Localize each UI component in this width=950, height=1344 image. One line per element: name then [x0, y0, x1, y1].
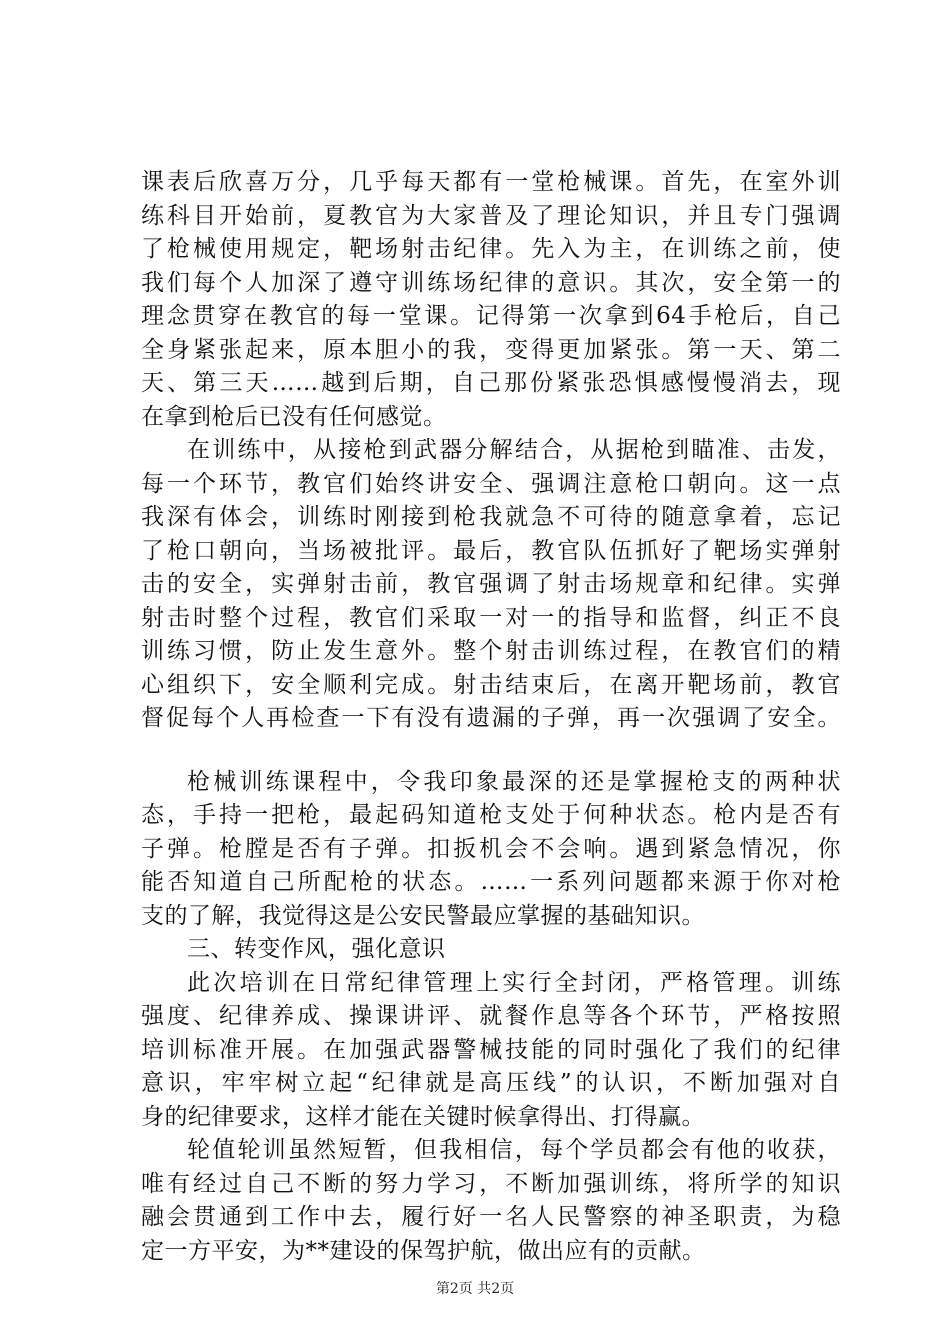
- text-line: 练科目开始前，夏教官为大家普及了理论知识，并且专门强调: [141, 202, 841, 229]
- text-line: 在训练中，从接枪到武器分解结合，从据枪到瞄准、击发，: [187, 437, 841, 463]
- paragraph: [141, 967, 841, 1135]
- text-line: 强度、纪律养成、操课讲评、就餐作息等各个环节，严格按照: [141, 1003, 841, 1029]
- text-line: 训练习惯，防止发生意外。整个射击训练过程，在教官们的精: [141, 638, 841, 664]
- paragraph-gap: [141, 736, 841, 766]
- text-line: 唯有经过自己不断的努力学习，不断加强训练，将所学的知识: [141, 1170, 841, 1197]
- text-line: 培训标准开展。在加强武器警械技能的同时强化了我们的纪律: [141, 1036, 841, 1063]
- text-line: 在拿到枪后已没有任何感觉。: [141, 403, 447, 430]
- text-line: 此次培训在日常纪律管理上实行全封闭，严格管理。训练: [187, 969, 841, 996]
- paragraph: [141, 166, 841, 434]
- text-line: 心组织下，安全顺利完成。射击结束后，在离开靶场前，教官: [141, 671, 841, 698]
- text-line: 我们每个人加深了遵守训练场纪律的意识。其次，安全第一的: [141, 269, 841, 296]
- text-line: 轮值轮训虽然短暂，但我相信，每个学员都会有他的收获，: [187, 1137, 841, 1163]
- text-line: 支的了解，我觉得这是公安民警最应掌握的基础知识。: [141, 902, 705, 929]
- text-line: 了枪械使用规定，靶场射击纪律。先入为主，在训练之前，使: [141, 236, 841, 262]
- text-line: 身的纪律要求，这样才能在关键时候拿得出、打得赢。: [141, 1103, 705, 1130]
- document-body: [141, 166, 841, 1268]
- page-footer: [0, 1278, 950, 1298]
- text-line: 定一方平安，为**建设的保驾护航，做出应有的贡献。: [141, 1237, 706, 1264]
- paragraph: [141, 766, 841, 934]
- text-line: 枪械训练课程中，令我印象最深的还是掌握枪支的两种状: [187, 768, 841, 795]
- text-line: 击的安全，实弹射击前，教官强调了射击场规章和纪律。实弹: [141, 571, 841, 597]
- text-line: 融会贯通到工作中去，履行好一名人民警察的神圣职责，为稳: [141, 1204, 841, 1230]
- heading-line: 三、转变作风，强化意识: [187, 936, 446, 962]
- text-line: 全身紧张起来，原本胆小的我，变得更加紧张。第一天、第二: [141, 336, 841, 363]
- text-line: 我深有体会，训练时刚接到枪我就急不可待的随意拿着，忘记: [141, 504, 841, 530]
- text-line: 能否知道自己所配枪的状态。……一系列问题都来源于你对枪: [141, 869, 841, 895]
- paragraph: [141, 434, 841, 736]
- text-line: 理念贯穿在教官的每一堂课。记得第一次拿到64手枪后，自己: [141, 303, 841, 329]
- page-number: 第2页 共2页: [435, 1281, 515, 1297]
- text-line: 射击时整个过程，教官们采取一对一的指导和监督，纠正不良: [141, 604, 841, 631]
- paragraph: [141, 1134, 841, 1268]
- section-heading: [141, 933, 841, 967]
- text-line: 天、第三天……越到后期，自己那份紧张恐惧感慢慢消去，现: [141, 370, 841, 396]
- text-line: 意识，牢牢树立起“纪律就是高压线”的认识，不断加强对自: [141, 1070, 841, 1096]
- text-line: 态，手持一把枪，最起码知道枪支处于何种状态。枪内是否有: [141, 802, 841, 828]
- text-line: 督促每个人再检查一下有没有遗漏的子弹，再一次强调了安全。: [141, 705, 841, 731]
- text-line: 了枪口朝向，当场被批评。最后，教官队伍抓好了靶场实弹射: [141, 537, 841, 564]
- text-line: 子弹。枪膛是否有子弹。扣扳机会不会响。遇到紧急情况，你: [141, 835, 841, 862]
- text-line: 课表后欣喜万分，几乎每天都有一堂枪械课。首先，在室外训: [141, 169, 841, 195]
- text-line: 每一个环节，教官们始终讲安全、强调注意枪口朝向。这一点: [141, 470, 841, 497]
